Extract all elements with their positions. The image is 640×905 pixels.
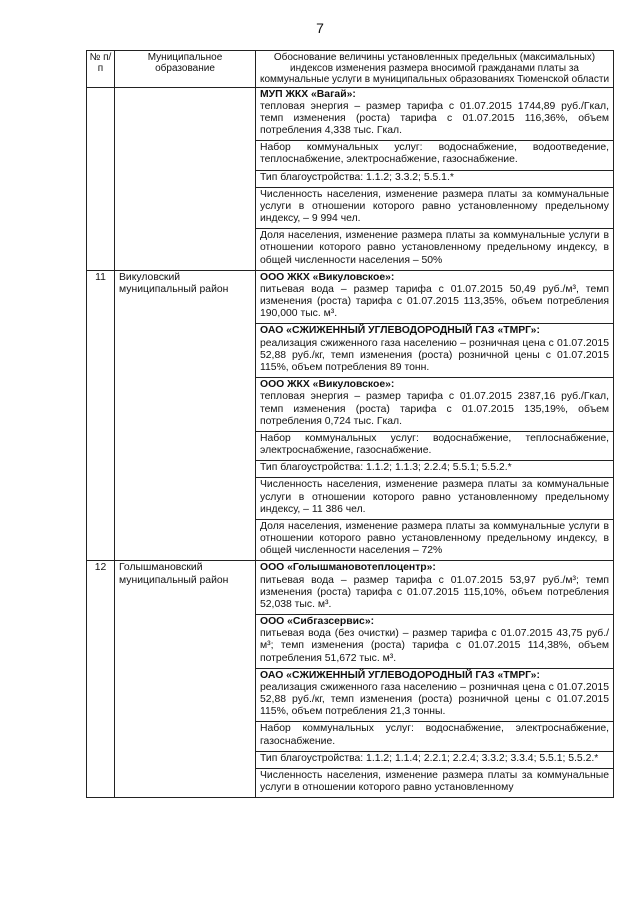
section-text: реализация сжиженного газа населению – розничная цена с 01.07.2015 52,88 руб./кг, темп изменения (роста) розничной цены с 01.07.2015 115%, объем потребления 21,3 тонны. [260, 681, 609, 718]
header-municipality: Муниципальное образование [115, 51, 256, 88]
section-text: Доля населения, изменение размера платы за коммунальные услуги в отношении которого равно установленному предельному индексу, в общей численности населения – 72% [260, 520, 609, 557]
section-title: МУП ЖКХ «Вагай»: [260, 88, 356, 100]
section [256, 461, 613, 478]
municipality-name: Викуловский муниципальный район [115, 270, 256, 561]
section-text: Численность населения, изменение размера платы за коммунальные услуги в отношении которого равно установленному предельному индексу, – 11 386 чел. [260, 479, 609, 515]
section-text: Численность населения, изменение размера платы за коммунальные услуги в отношении которого равно установленному [260, 769, 609, 794]
section-text: Тип благоустройства: 1.1.2; 1.1.3; 2.2.4; 5.5.1; 5.5.2.* [260, 462, 512, 474]
page-number: 7 [316, 20, 324, 36]
section-text: питьевая вода – размер тарифа с 01.07.2015 50,49 руб./м³, темп изменения (роста) тарифа с 01.07.2015 113,35%, объем потребления 190,000 тыс. м³. [260, 283, 609, 320]
header-num: № п/п [87, 51, 115, 88]
section [256, 88, 613, 142]
section-text: Набор коммунальных услуг: водоснабжение, электроснабжение, газоснабжение. [260, 723, 609, 747]
section [256, 378, 613, 432]
tariff-table [86, 50, 614, 798]
section [256, 615, 613, 669]
header-justification: Обоснование величины установленных предельных (максимальных) индексов изменения размера вносимой гражданами платы за коммунальные услуги в муниципальных образованиях Тюменской области [256, 51, 614, 88]
section-title: ООО ЖКХ «Викуловское»: [260, 271, 395, 283]
row-number: 12 [87, 561, 115, 798]
section-title: ОАО «СЖИЖЕННЫЙ УГЛЕВОДОРОДНЫЙ ГАЗ «ТМРГ»: [260, 669, 540, 681]
section-text: тепловая энергия – размер тарифа с 01.07.2015 1744,89 руб./Гкал, темп изменения (роста) тарифа с 01.07.2015 116,36%, объем потребления 4,338 тыс. Гкал. [260, 100, 609, 137]
section-title: ОАО «СЖИЖЕННЫЙ УГЛЕВОДОРОДНЫЙ ГАЗ «ТМРГ»: [260, 325, 540, 337]
section-title: ООО «Сибгазсервис»: [260, 616, 375, 628]
municipality-name: Голышмановский муниципальный район [115, 561, 256, 798]
section [256, 141, 613, 170]
justification-cell [256, 270, 614, 561]
section-text: реализация сжиженного газа населению – розничная цена с 01.07.2015 52,88 руб./кг, темп изменения (роста) розничной цены с 01.07.2015 115%, объем потребления 89 тонн. [260, 337, 609, 373]
section [256, 520, 613, 561]
section [256, 722, 613, 751]
section-text: Тип благоустройства: 1.1.2; 1.1.4; 2.2.1; 2.2.4; 3.3.2; 3.3.4; 5.5.1; 5.5.2.* [260, 752, 599, 764]
section-text: Набор коммунальных услуг: водоснабжение, теплоснабжение, электроснабжение, газоснабжение. [260, 432, 609, 457]
section-title: ООО «Голышмановотеплоцентр»: [260, 562, 436, 574]
table-header-row [87, 51, 614, 88]
section [256, 188, 613, 230]
section [256, 432, 613, 461]
section-text: Тип благоустройства: 1.1.2; 3.3.2; 5.5.1.* [260, 171, 454, 183]
table-row [87, 561, 614, 798]
section-text: Численность населения, изменение размера платы за коммунальные услуги в отношении которого равно установленному предельному индексу, – 9 994 чел. [260, 188, 609, 225]
section [256, 752, 613, 769]
section [256, 271, 613, 325]
row-number: 11 [87, 270, 115, 561]
section [256, 171, 613, 188]
justification-cell [256, 561, 614, 798]
section-text: питьевая вода (без очистки) – размер тарифа с 01.07.2015 43,75 руб./м³; темп изменения (роста) тарифа с 01.07.2015 114,38%, объем потребления 51,672 тыс. м³. [260, 628, 609, 664]
section-text: Доля населения, изменение размера платы за коммунальные услуги в отношении которого равно установленному предельному индексу, в общей численности населения – 50% [260, 230, 609, 266]
table-row [87, 87, 614, 270]
section [256, 324, 613, 378]
section [256, 229, 613, 270]
section [256, 478, 613, 520]
table-row [87, 270, 614, 561]
section-text: питьевая вода – размер тарифа с 01.07.2015 53,97 руб./м³; темп изменения (роста) тарифа с 01.07.2015 115,10%, объем потребления 52,038 тыс. м³. [260, 574, 609, 610]
justification-cell [256, 87, 614, 270]
section-title: ООО ЖКХ «Викуловское»: [260, 379, 395, 391]
section-text: тепловая энергия – размер тарифа с 01.07.2015 2387,16 руб./Гкал, темп изменения (роста) тарифа с 01.07.2015 135,19%, объем потребления 0,724 тыс. Гкал. [260, 391, 609, 427]
section [256, 669, 613, 723]
section [256, 769, 613, 797]
section-text: Набор коммунальных услуг: водоснабжение, водоотведение, теплоснабжение, электроснабжение, газоснабжение. [260, 142, 609, 166]
section [256, 561, 613, 615]
